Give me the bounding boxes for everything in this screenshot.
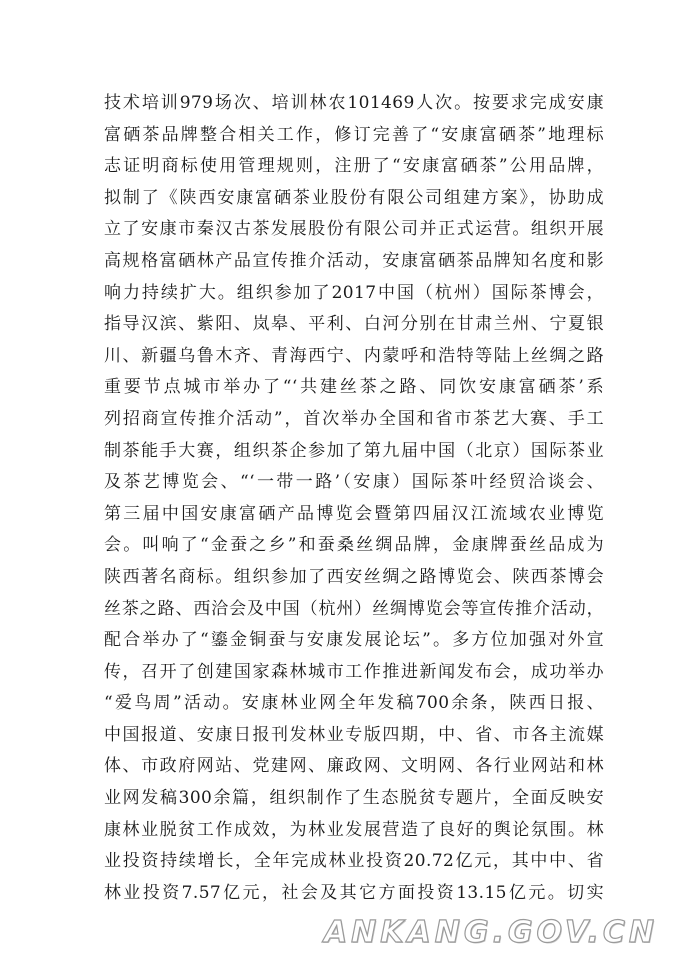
text-line: 制茶能手大赛，组织茶企参加了第九届中国（北京）国际茶业 (104, 440, 604, 461)
text-line: 指导汉滨、紫阳、岚皋、平利、白河分别在甘肃兰州、宁夏银 (104, 314, 604, 335)
text-line: 川、新疆乌鲁木齐、青海西宁、内蒙呼和浩特等陆上丝绸之路 (104, 345, 604, 366)
text-line: 富硒茶品牌整合相关工作，修订完善了“安康富硒茶”地理标 (104, 124, 604, 145)
text-line: 志证明商标使用管理规则，注册了“安康富硒茶”公用品牌， (104, 156, 604, 177)
text-line: 拟制了《陕西安康富硒茶业股份有限公司组建方案》，协助成 (104, 187, 604, 208)
text-line: 高规格富硒林产品宣传推介活动，安康富硒茶品牌知名度和影 (104, 250, 604, 271)
text-line: 技术培训979场次、培训林农101469人次。按要求完成安康 (104, 93, 604, 113)
text-line: 响力持续扩大。组织参加了2017中国（杭州）国际茶博会， (104, 282, 604, 303)
text-line: 丝茶之路、西洽会及中国（杭州）丝绸博览会等宣传推介活动， (104, 598, 604, 619)
text-line: 立了安康市秦汉古茶发展股份有限公司并正式运营。组织开展 (104, 219, 604, 240)
text-line: 传，召开了创建国家森林城市工作推进新闻发布会，成功举办 (104, 661, 604, 682)
text-line: 业投资持续增长，全年完成林业投资20.72亿元，其中中、省 (104, 851, 604, 872)
text-line: 列招商宣传推介活动”，首次举办全国和省市茶艺大赛、手工 (104, 408, 604, 429)
text-line: 重要节点城市举办了“‘共建丝茶之路、同饮安康富硒茶’系 (104, 377, 604, 398)
text-line: 业网发稿300余篇，组织制作了生态脱贫专题片，全面反映安 (104, 788, 604, 809)
text-line: 配合举办了“鎏金铜蚕与安康发展论坛”。多方位加强对外宣 (104, 630, 604, 651)
text-line: 陕西著名商标。组织参加了西安丝绸之路博览会、陕西茶博会 (104, 566, 604, 587)
text-line: “爱鸟周”活动。安康林业网全年发稿700余条，陕西日报、 (104, 693, 604, 714)
body-text (104, 88, 604, 909)
text-line: 第三届中国安康富硒产品博览会暨第四届汉江流域农业博览 (104, 503, 604, 524)
text-line: 康林业脱贫工作成效，为林业发展营造了良好的舆论氛围。林 (104, 819, 604, 840)
text-line: 会。叫响了“金蚕之乡”和蚕桑丝绸品牌，金康牌蚕丝品成为 (104, 535, 604, 556)
text-line: 中国报道、安康日报刊发林业专版四期，中、省、市各主流媒 (104, 724, 604, 745)
site-watermark: ANKANG.GOV.CN (323, 915, 658, 950)
text-line: 林业投资7.57亿元，社会及其它方面投资13.15亿元。切实 (104, 882, 604, 903)
text-line: 及茶艺博览会、“‘一带一路’（安康）国际茶叶经贸洽谈会、 (104, 472, 604, 493)
text-line: 体、市政府网站、党建网、廉政网、文明网、各行业网站和林 (104, 756, 604, 777)
